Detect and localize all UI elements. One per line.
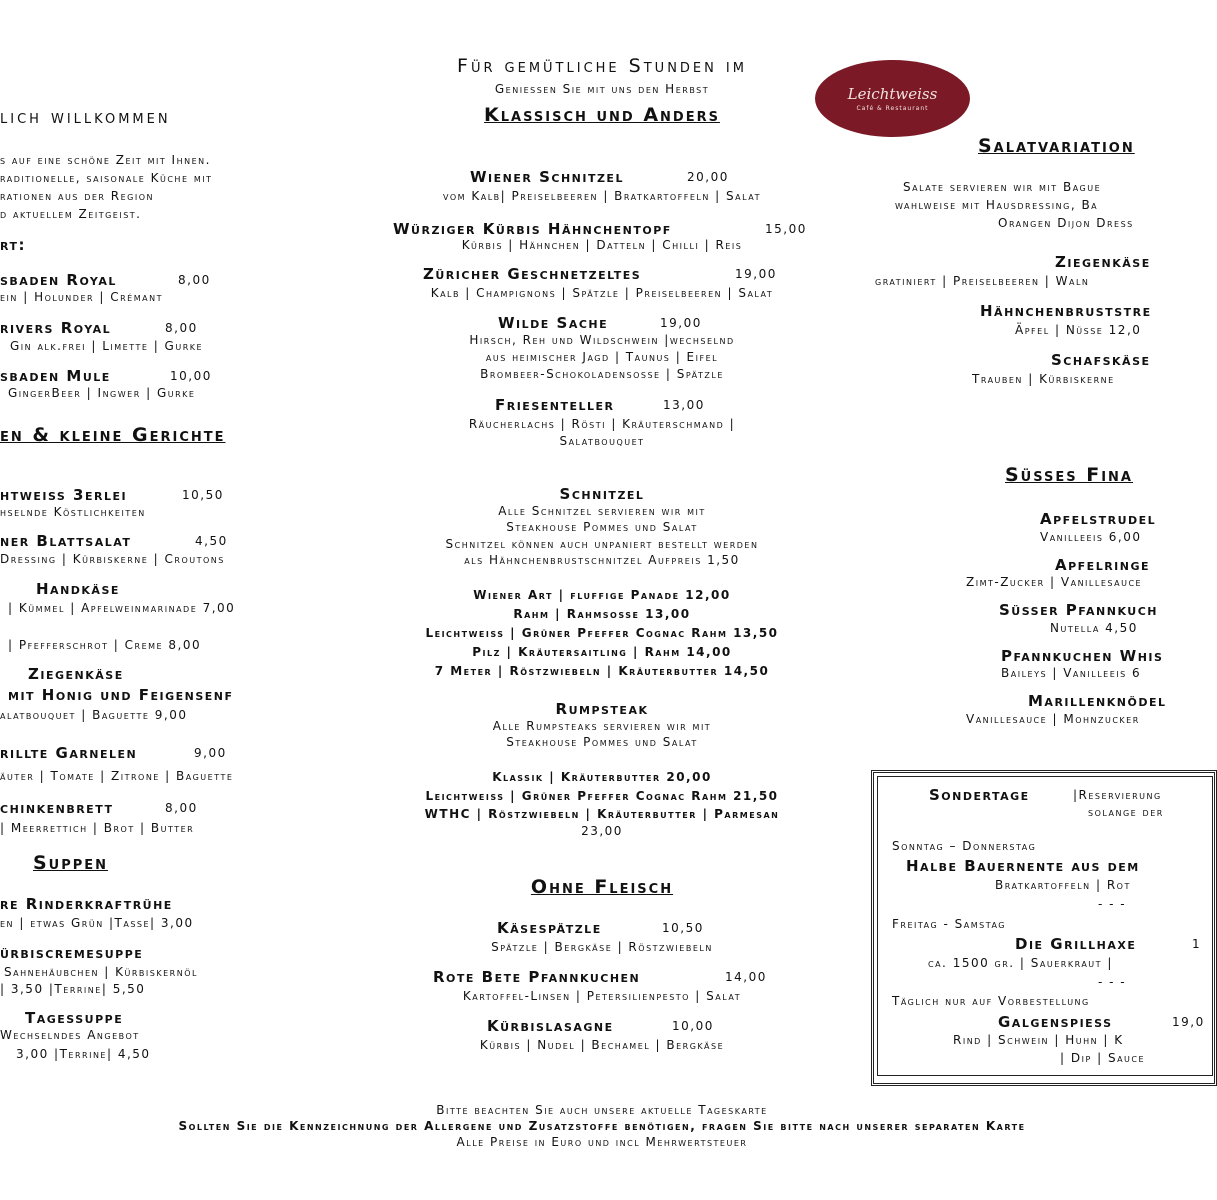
dish-name: Handkäse bbox=[36, 580, 120, 598]
drink-desc: Gin alk.frei | Limette | Gurke bbox=[10, 339, 204, 353]
footer-allergens: Sollten Sie die Kennzeichnung der Allergene und Zusatzstoffe benötigen, fragen Sie bitte nach unserer separaten Karte bbox=[178, 1119, 1026, 1133]
dish-desc: Dressing | Kürbiskerne | Croutons bbox=[0, 552, 225, 566]
dish-desc: Kartoffel-Linsen | Petersilienpesto | Salat bbox=[462, 989, 742, 1003]
specials-reservation: |Reservierung bbox=[1073, 788, 1162, 802]
drink-desc: ein | Holunder | Crémant bbox=[0, 290, 163, 304]
dessert-name: Pfannkuchen Whis bbox=[1001, 647, 1164, 665]
dish-price: 8,00 bbox=[165, 801, 198, 815]
dish-name: ner Blattsalat bbox=[0, 532, 132, 550]
dish-desc: Räucherlachs | Rösti | Kräuterschmand | bbox=[468, 417, 736, 431]
drink-name: sbaden Royal bbox=[0, 271, 117, 289]
soup-desc: Sahnehäubchen | Kürbiskernöl bbox=[4, 965, 198, 979]
salad-desc: Trauben | Kürbiskerne bbox=[972, 372, 1115, 386]
dessert-desc: Vanillesauce | Mohnzucker bbox=[966, 712, 1140, 726]
dish-name: Wilde Sache bbox=[498, 314, 609, 332]
schnitzel-item: Pilz | Kräutersaitling | Rahm 14,00 bbox=[472, 645, 732, 659]
dish-price: 15,00 bbox=[765, 222, 807, 236]
soup-desc: 3,00 |Terrine| 4,50 bbox=[16, 1047, 151, 1061]
salad-name: Schafskäse bbox=[1051, 351, 1151, 369]
dish-name: htweiss 3erlei bbox=[0, 486, 128, 504]
specials-day: Täglich nur auf Vorbestellung bbox=[892, 994, 1090, 1008]
schnitzel-item: Wiener Art | fluffige Panade 12,00 bbox=[473, 588, 731, 602]
rumpsteak-title: Rumpsteak bbox=[555, 700, 649, 718]
specials-price: 19,0 bbox=[1172, 1015, 1205, 1029]
specials-price: 1 bbox=[1192, 937, 1202, 951]
dish-desc: | Kümmel | Apfelweinmarinade 7,00 bbox=[8, 601, 236, 615]
section-title-soups: Suppen bbox=[33, 852, 109, 874]
dish-desc: | Meerrettich | Brot | Butter bbox=[0, 821, 195, 835]
specials-title: Sondertage bbox=[929, 786, 1030, 804]
dessert-name: Marillenknödel bbox=[1028, 692, 1167, 710]
schnitzel-item: Leichtweiss | Grüner Pfeffer Cognac Rahm 13,50 bbox=[425, 626, 779, 640]
dish-name: Wiener Schnitzel bbox=[470, 168, 624, 186]
soup-desc: en | etwas Grün |Tasse| 3,00 bbox=[0, 916, 194, 930]
dish-price: 4,50 bbox=[195, 534, 228, 548]
salad-info: Orangen Dijon Dress bbox=[998, 216, 1134, 230]
dish-desc: Salatbouquet bbox=[559, 434, 645, 448]
dish-price: 14,00 bbox=[725, 970, 767, 984]
specials-desc: ca. 1500 gr. | Sauerkraut | bbox=[928, 956, 1113, 970]
salad-name: Ziegenkäse bbox=[1055, 253, 1151, 271]
dish-name: Züricher Geschnetzeltes bbox=[423, 265, 642, 283]
soup-name: re Rinderkraftrühe bbox=[0, 895, 173, 913]
section-title-small-dishes: en & kleine Gerichte bbox=[0, 424, 226, 446]
dessert-desc: Vanilleeis 6,00 bbox=[1040, 530, 1142, 544]
intro-line: d aktuellem Zeitgeist. bbox=[0, 207, 142, 221]
dessert-name: Süsser Pfannkuch bbox=[999, 601, 1159, 619]
dessert-desc: Zimt-Zucker | Vanillesauce bbox=[966, 575, 1143, 589]
dish-price: 13,00 bbox=[663, 398, 705, 412]
dish-name: mit Honig und Feigensenf bbox=[8, 686, 234, 704]
specials-dish: Die Grillhaxe bbox=[1015, 935, 1137, 953]
dessert-name: Apfelstrudel bbox=[1040, 510, 1157, 528]
dish-name: Ziegenkäse bbox=[28, 665, 124, 683]
specials-desc: Bratkartoffeln | Rot bbox=[995, 878, 1131, 892]
dish-desc: Kürbis | Nudel | Bechamel | Bergkäse bbox=[479, 1038, 725, 1052]
dish-price: 20,00 bbox=[687, 170, 729, 184]
dish-desc: Spätzle | Bergkäse | Röstzwiebeln bbox=[491, 940, 713, 954]
specials-dish: Galgenspiess bbox=[998, 1013, 1113, 1031]
schnitzel-item: Rahm | Rahmsosse 13,00 bbox=[513, 607, 691, 621]
drink-name: sbaden Mule bbox=[0, 367, 111, 385]
dish-price: 19,00 bbox=[660, 316, 702, 330]
dish-desc: aus heimischer Jagd | Taunus | Eifel bbox=[485, 350, 719, 364]
specials-note: solange der bbox=[1088, 805, 1164, 819]
dish-name: Würziger Kürbis Hähnchentopf bbox=[393, 220, 672, 238]
specials-dish: Halbe Bauernente aus dem bbox=[906, 857, 1140, 875]
salad-info: wahlweise mit Hausdressing, Ba bbox=[895, 198, 1099, 212]
rumpsteak-info: Steakhouse Pommes und Salat bbox=[506, 735, 698, 749]
soup-name: Tagessuppe bbox=[25, 1009, 124, 1027]
drink-name: rivers Royal bbox=[0, 319, 112, 337]
dish-name: Kürbislasagne bbox=[487, 1017, 614, 1035]
schnitzel-item: 7 Meter | Röstzwiebeln | Kräuterbutter 14,50 bbox=[434, 664, 770, 678]
aperitif-label: rt: bbox=[0, 236, 26, 254]
section-title-vegetarian: Ohne Fleisch bbox=[530, 876, 674, 898]
rumpsteak-price: 23,00 bbox=[581, 824, 623, 838]
footer-prices: Alle Preise in Euro und incl Mehrwertsteuer bbox=[456, 1135, 748, 1149]
dish-name: chinkenbrett bbox=[0, 799, 114, 817]
section-title-classic: Klassisch und Anders bbox=[484, 104, 720, 126]
rumpsteak-item: Leichtweiss | Grüner Pfeffer Cognac Rahm 21,50 bbox=[425, 789, 779, 803]
restaurant-logo bbox=[815, 60, 970, 137]
schnitzel-info: Steakhouse Pommes und Salat bbox=[506, 520, 698, 534]
dessert-desc: Nutella 4,50 bbox=[1050, 621, 1138, 635]
rumpsteak-item: Klassik | Kräuterbutter 20,00 bbox=[492, 770, 712, 784]
section-title-salads: Salatvariation bbox=[978, 135, 1135, 157]
dish-desc: äuter | Tomate | Zitrone | Baguette bbox=[0, 769, 234, 783]
dish-desc: hselnde Köstlichkeiten bbox=[0, 505, 146, 519]
specials-separator: - - - bbox=[1098, 897, 1127, 911]
welcome-heading: lich willkommen bbox=[0, 106, 171, 128]
dish-price: 10,00 bbox=[672, 1019, 714, 1033]
dish-name: rillte Garnelen bbox=[0, 744, 138, 762]
dish-price: 10,50 bbox=[662, 921, 704, 935]
dish-desc: Brombeer-Schokoladensosse | Spätzle bbox=[480, 367, 724, 381]
dish-desc: | Pfefferschrot | Creme 8,00 bbox=[8, 638, 202, 652]
drink-price: 10,00 bbox=[170, 369, 212, 383]
rumpsteak-info: Alle Rumpsteaks servieren wir mit bbox=[492, 719, 712, 733]
salad-desc: Äpfel | Nüsse 12,0 bbox=[1015, 323, 1142, 337]
section-title-desserts: Süsses Fina bbox=[1005, 464, 1133, 486]
specials-desc: | Dip | Sauce bbox=[1060, 1051, 1146, 1065]
soup-name: ürbiscremesuppe bbox=[0, 944, 144, 962]
schnitzel-info: Schnitzel können auch unpaniert bestellt werden bbox=[445, 537, 759, 551]
salad-info: Salate servieren wir mit Bague bbox=[903, 180, 1102, 194]
rumpsteak-item: WTHC | Röstzwiebeln | Kräuterbutter | Parmesan bbox=[424, 807, 780, 821]
dish-name: Käsespätzle bbox=[497, 919, 602, 937]
specials-day: Sonntag – Donnerstag bbox=[892, 839, 1037, 853]
schnitzel-title: Schnitzel bbox=[559, 485, 645, 503]
dish-desc: Kürbis | Hähnchen | Datteln | Chilli | Reis bbox=[461, 238, 743, 252]
dish-price: 19,00 bbox=[735, 267, 777, 281]
logo-subtext: Café & Restaurant bbox=[856, 105, 929, 112]
dish-desc: Hirsch, Reh und Wildschwein |wechselnd bbox=[469, 333, 735, 347]
dish-price: 10,50 bbox=[182, 488, 224, 502]
dessert-desc: Baileys | Vanilleeis 6 bbox=[1001, 666, 1142, 680]
schnitzel-info: Alle Schnitzel servieren wir mit bbox=[498, 504, 706, 518]
specials-separator: - - - bbox=[1098, 975, 1127, 989]
specials-day: Freitag - Samstag bbox=[892, 917, 1006, 931]
tagline: Für gemütliche Stunden im bbox=[457, 55, 747, 77]
dish-desc: Kalb | Champignons | Spätzle | Preiselbeeren | Salat bbox=[430, 286, 774, 300]
drink-price: 8,00 bbox=[178, 273, 211, 287]
dish-desc: alatbouquet | Baguette 9,00 bbox=[0, 708, 188, 722]
drink-desc: GingerBeer | Ingwer | Gurke bbox=[8, 386, 196, 400]
salad-desc: gratiniert | Preiselbeeren | Waln bbox=[875, 274, 1090, 288]
footer-note: Bitte beachten Sie auch unsere aktuelle Tageskarte bbox=[436, 1103, 768, 1117]
intro-line: rationen aus der Region bbox=[0, 189, 155, 203]
logo-text: Leichtweiss bbox=[847, 85, 938, 103]
dessert-name: Apfelringe bbox=[1055, 556, 1151, 574]
intro-line: s auf eine schöne Zeit mit Ihnen. bbox=[0, 153, 211, 167]
intro-line: raditionelle, saisonale Küche mit bbox=[0, 171, 213, 185]
specials-desc: Rind | Schwein | Huhn | K bbox=[953, 1033, 1124, 1047]
subline: Geniessen Sie mit uns den Herbst bbox=[494, 82, 710, 96]
soup-desc: | 3,50 |Terrine| 5,50 bbox=[0, 982, 146, 996]
dish-name: Friesenteller bbox=[495, 396, 615, 414]
dish-desc: vom Kalb| Preiselbeeren | Bratkartoffeln | Salat bbox=[443, 189, 761, 203]
soup-desc: Wechselndes Angebot bbox=[0, 1028, 140, 1042]
dish-price: 9,00 bbox=[194, 746, 227, 760]
dish-name: Rote Bete Pfannkuchen bbox=[433, 968, 641, 986]
schnitzel-info: als Hähnchenbrustschnitzel Aufpreis 1,50 bbox=[464, 553, 740, 567]
salad-name: Hähnchenbruststre bbox=[980, 302, 1152, 320]
drink-price: 8,00 bbox=[165, 321, 198, 335]
